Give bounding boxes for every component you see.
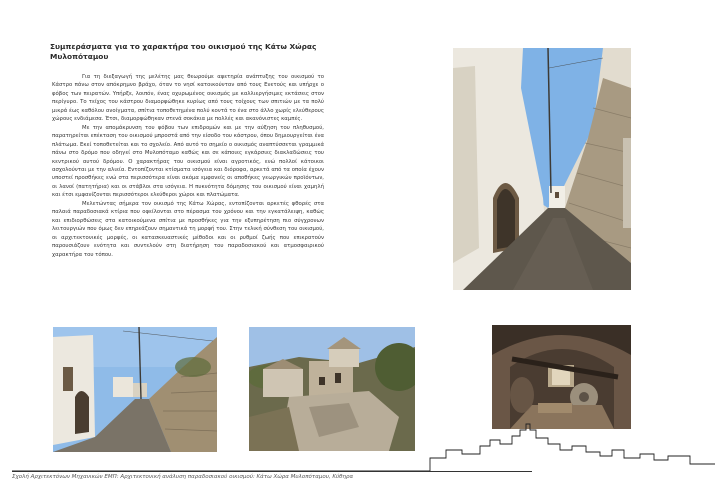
paragraph-2: Με την απομάκρυνση του φόβου των επιδρομών και με την αύξηση του πληθυσμού, παρατηρείται επέκταση του οικισμού μπροστά από την είσοδο του κάστρου, όπου δημιουργείται ένα πλάτωμα. Εκεί τοποθετείται και το σχολείο. Από αυτό το σημείο ο οικισμός αναπτύσσεται γραμμικά πάνω στο δρόμο που οδηγεί στο Μυλοπόταμο καθώς και σε κάποιες εγκάρσιες διακλαδώσεις του κεντρικού αυτού δρόμου. Ο χαρακτήρας του οικισμού είναι αγροτικός, ενώ πολλοί κάτοικοι ασχολούνται με την αλιεία. Εντοπίζονται κτίσματα ισόγεια και διόροφα, αρκετά από τα οποία έχουν υποστεί προσθήκες ενώ στα περισσότερα είναι ακόμα εμφανείς οι αποθήκες γεωργικών προϊόντων, οι λανοί (πατητήρια) και οι στάβλοι στα ισόγεια. Η πυκνότητα δόμησης του οικισμού είναι χαμηλή και έτσι εμφανίζονται περισσότεροι ελεύθεροι χώροι και πλατώματα. bbox=[52, 124, 324, 199]
paragraph-1: Για τη διεξαγωγή της μελέτης μας θεωρούμε αφετηρία ανάπτυξης του οικισμού το Κάστρο πάνω στον απόκρημνο βράχο, όταν το νησί κατοικούνταν από τους Ενετούς και υπήρχε ο φόβος των πειρατών. Υπήρξε, λοιπόν, ένας οχυρωμένος οικισμός με καλλιεργήσιμες εκτάσεις στον περίγυρο. Το τείχος του κάστρου διαμορφώθηκε κυρίως από τους τοίχους των σπιτιών με τα πολύ μικρά έως καθόλου ανοίγματα, σπίτια τοποθετημένα πολύ κοντά το ένα στο άλλο χωρίς ελεύθερους χώρους ενδιάμεσα. Έτσι, διαμορφώθηκαν στενά σοκάκια με πολλές και ακανόνιστες καμπές. bbox=[52, 74, 324, 123]
body-text bbox=[52, 73, 324, 259]
paragraph-3: Μελετώντας σήμερα τον οικισμό της Κάτω Χώρας, εντοπίζονται αρκετές φθορές στα παλαιά παραδοσιακά κτίρια που οφείλονται στο πέρασμα του χρόνου και την εγκατάλειψη, καθώς και επιδιορθώσεις στα κατοικούμενα σπίτια με προσθήκες για την εξυπηρέτηση πιο σύγχρονων λειτουργιών που όμως δεν επηρεάζουν σημαντικά τη μορφή του. Στην τελική σύνθεση του οικισμού, οι αρχιτεκτονικές μορφές, οι κατασκευαστικές μέθοδοι και οι ρυθμοί ζωής που επικρατούν παρουσιάζουν ενότητα και συντελούν στη διατήρηση του παραδοσιακού και ατμοσφαιρικού χαρακτήρα του τόπου. bbox=[52, 200, 324, 258]
skyline-silhouette bbox=[0, 420, 715, 472]
footer-caption: Σχολή Αρχιτεκτόνων Μηχανικών ΕΜΠ: Αρχιτεκτονική ανάλυση παραδοσιακού οικισμού: Κάτω Χώρα Μυλοπόταμου, Κύθηρα bbox=[12, 471, 532, 480]
photo-olive-press bbox=[492, 325, 631, 429]
section-title: Συμπεράσματα για το χαρακτήρα του οικισμού της Κάτω Χώρας Μυλοπόταμου bbox=[50, 42, 317, 61]
photo-narrow-alley bbox=[453, 48, 631, 290]
